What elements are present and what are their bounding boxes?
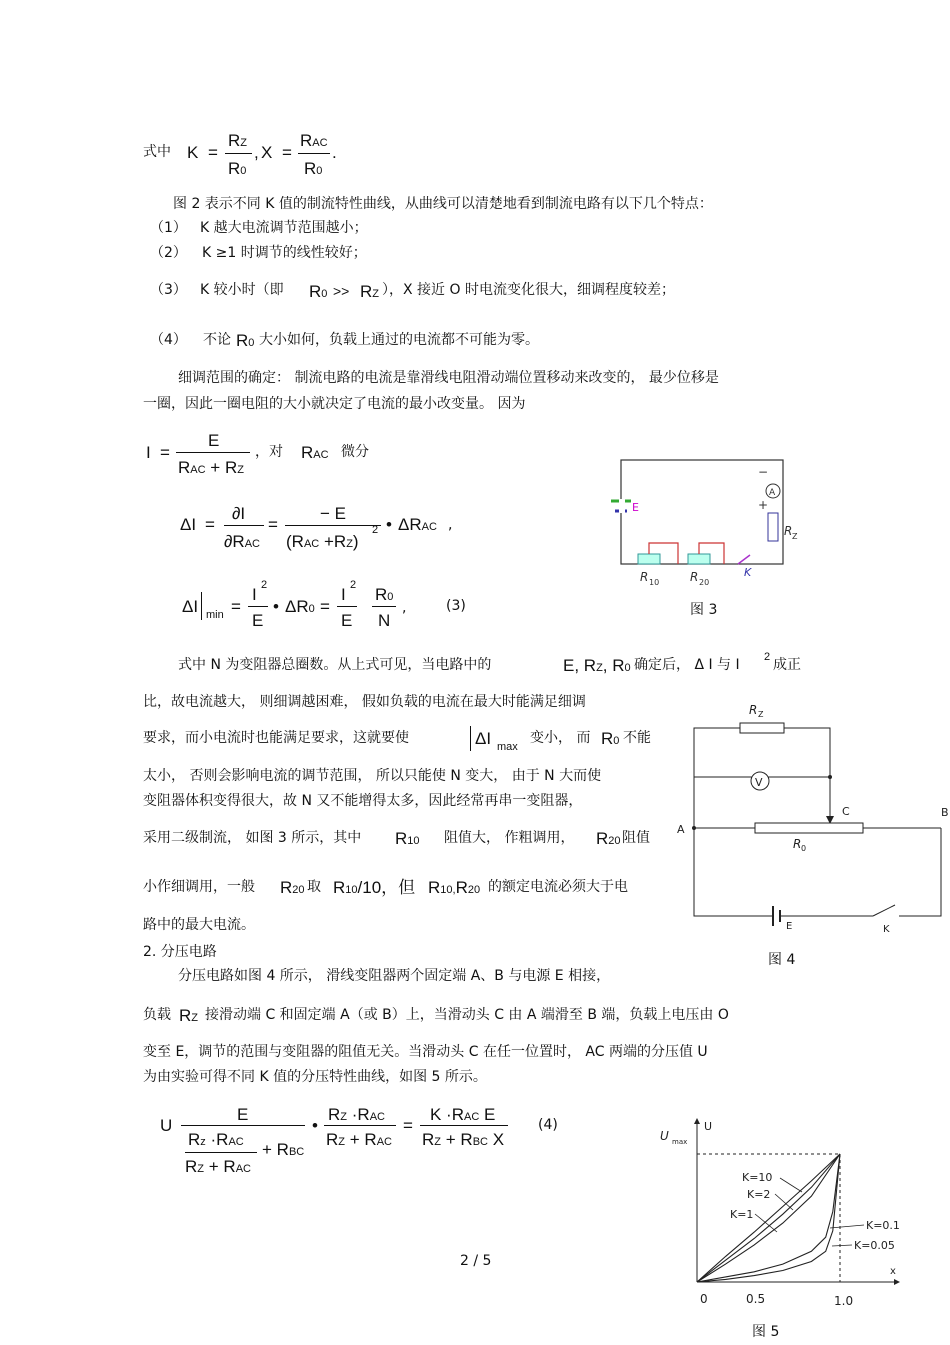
fig5-label-k1: K=1 xyxy=(730,1208,754,1221)
fig5-xlabel: x xyxy=(890,1266,896,1277)
eq-dimin-num2: I xyxy=(341,585,346,604)
eq-3-label: (3) xyxy=(446,598,466,614)
eq-u-den2: RZ + RAC xyxy=(326,1130,392,1149)
fig4-bottom-right xyxy=(899,828,941,916)
eq-dimin-eq2: = xyxy=(320,597,330,616)
para-n-line3-e: 不能 xyxy=(623,730,651,746)
fig4-v-label: V xyxy=(755,776,763,789)
eq-di-eq2: = xyxy=(268,515,278,534)
item-3-rz: RZ xyxy=(360,282,380,301)
para-n-line3-d: R0 xyxy=(601,729,620,748)
para-n-line7-d: R10/10，但 xyxy=(333,878,416,897)
eq-di-bar2 xyxy=(285,525,381,526)
para-d-line2-a: 负载 xyxy=(143,1007,171,1023)
eq-i-num: E xyxy=(208,431,220,450)
fig4-rz-sub: Z xyxy=(758,710,764,719)
fig4-e-label: E xyxy=(786,921,793,932)
fig3-r20-label: R xyxy=(690,570,699,584)
eq-dimin-den2: E xyxy=(341,611,353,630)
fig4-a-label: A xyxy=(677,823,685,836)
item-1-num: （1） xyxy=(150,220,187,236)
eq-dimin-num1: I xyxy=(252,585,257,604)
para-n-line2: 比，故电流越大， 则细调越困难， 假如负载的电流在最大时能满足细调 xyxy=(143,694,586,710)
item-2-text: K ≥1 时调节的线性较好； xyxy=(202,245,367,261)
rz-num: RZ xyxy=(228,131,248,150)
r0-den: R0 xyxy=(228,159,247,178)
page-number: 2 / 5 xyxy=(460,1253,492,1269)
eq-dimin-den3: N xyxy=(378,611,391,630)
para-n-line6-d: R20 xyxy=(596,829,621,848)
eq-i-rac: RAC xyxy=(301,443,329,462)
eq-i-eq: = xyxy=(160,443,170,462)
eq-dimin-bar xyxy=(201,592,202,620)
eq-dimin-bar1 xyxy=(248,606,268,607)
fig5-label-k2: K=2 xyxy=(747,1188,771,1201)
fig3-a-label: A xyxy=(769,488,776,498)
para-d-line4: 为由实验可得不同 K 值的分压特性曲线，如图 5 所示。 xyxy=(143,1069,487,1085)
eq-di-eq: = xyxy=(205,515,215,534)
figure-5-caption: 图 5 xyxy=(752,1324,780,1340)
eq-i-lhs: I xyxy=(146,443,151,462)
para-n-line1-d: 确定后， Δ I 与 I xyxy=(634,657,740,673)
para-n-line1-a: 式中 N 为变阻器总圈数。从上式可见，当电路中的 xyxy=(178,657,492,673)
fig5-ylabel-a: U xyxy=(660,1129,669,1143)
fine-range-line-2: 一圈，因此一圈电阻的大小就决定了电流的最小改变量。 因为 xyxy=(143,396,526,412)
item-1-text: K 越大电流调节范围越小； xyxy=(200,220,368,236)
fig4-r0-box xyxy=(755,823,863,833)
para-n-line7-c: 取 xyxy=(307,879,321,895)
eq-dimin-sup2: 2 xyxy=(350,579,357,591)
fig3-switch xyxy=(738,555,750,564)
fig3-plus: + xyxy=(758,498,769,512)
item-4-text-c: 大小如何，负载上通过的电流都不可能为零。 xyxy=(259,332,539,348)
eq-i-tail: ，对 xyxy=(255,444,283,460)
eq-dimin-eq: = xyxy=(231,597,241,616)
eq-u-den1-bottom: RZ + RAC xyxy=(185,1157,251,1176)
fig5-label-k005: K=0.05 xyxy=(854,1239,895,1252)
para-n-line6-e: 阻值 xyxy=(622,830,650,846)
paragraph-fig2: 图 2 表示不同 K 值的制流特性曲线，从曲线可以清楚地看到制流电路有以下几个特点： xyxy=(173,196,713,212)
para-d-line1: 分压电路如图 4 所示， 滑线变阻器两个固定端 A、B 与电源 E 相接， xyxy=(178,968,611,984)
eq-dimin-sub: min xyxy=(206,609,224,621)
fine-range-line-1: 细调范围的确定： 制流电路的电流是靠滑线电阻滑动端位置移动来改变的， 最少位移是 xyxy=(178,370,719,386)
fig3-r10-sub: 10 xyxy=(649,578,660,587)
fig5-tick-0: 0 xyxy=(700,1292,708,1306)
fig4-switch xyxy=(873,905,895,916)
eq-dimin-dot: • xyxy=(273,597,279,616)
eq-u-den1-plus: + RBC xyxy=(262,1140,305,1159)
figure-4-circuit xyxy=(673,700,947,940)
eq-di-rhs: ΔRAC xyxy=(398,515,437,534)
item-3-gg: >> xyxy=(333,283,350,299)
fig4-rz-box xyxy=(740,723,784,733)
eq-di-den1: ∂RAC xyxy=(224,532,260,551)
eq-dimin-lhs: ΔI xyxy=(182,597,199,616)
k-symbol: K xyxy=(187,143,199,162)
eq-u-bar3 xyxy=(420,1125,508,1126)
fig3-k-label: K xyxy=(744,566,752,579)
eq-dimin-bar2 xyxy=(337,606,357,607)
para-d-line2-c: 接滑动端 C 和固定端 A（或 B）上，当滑动头 C 由 A 端滑至 B 端，负载上电压由 O xyxy=(205,1007,729,1023)
fig5-ylabel-sub: max xyxy=(672,1138,688,1146)
para-n-line7-a: 小作细调用，一般 xyxy=(143,879,255,895)
fig4-r0-label: R xyxy=(793,837,802,851)
eq-u-dot: • xyxy=(312,1116,318,1135)
fig5-label-k01: K=0.1 xyxy=(866,1219,900,1232)
para-n-line7-h: 的额定电流必须大于电 xyxy=(488,879,628,895)
item-3-text-e: ），X 接近 O 时电流变化很大，细调程度较差； xyxy=(382,282,675,298)
eq-i-bar xyxy=(176,452,250,453)
formula-prefix: 式中 xyxy=(143,144,171,160)
fig5-ylabel-b: U xyxy=(704,1120,713,1133)
para-d-line2-b: RZ xyxy=(179,1006,199,1025)
para-n-line7-f: R10,R20 xyxy=(428,878,481,897)
eq-di-den2: (RAC +RZ) xyxy=(286,532,359,551)
fig3-r20-sub: 20 xyxy=(699,578,710,587)
eq-u-lhs: U xyxy=(160,1116,173,1135)
fig3-rz-sub: Z xyxy=(792,532,798,541)
x-symbol: X xyxy=(261,143,273,162)
para-n-line7-b: R20 xyxy=(280,878,305,897)
para-n-line6-c: 阻值大， 作粗调用， xyxy=(444,830,575,846)
fig3-rz-label: R xyxy=(784,524,793,538)
eq-di-comma: , xyxy=(448,517,453,533)
figure-3-caption: 图 3 xyxy=(690,602,718,618)
eq-di-num1: ∂I xyxy=(232,504,246,523)
eq-u-num3: K ·RAC E xyxy=(430,1105,496,1124)
fig4-k-label: K xyxy=(883,924,890,935)
fig4-rz-label: R xyxy=(749,703,758,717)
eq-dimin-sup1: 2 xyxy=(261,579,268,591)
para-n-line6-a: 采用二级制流， 如图 3 所示，其中 xyxy=(143,830,362,846)
section-2-heading: 2. 分压电路 xyxy=(143,944,217,960)
eq-di-num2: − E xyxy=(320,504,346,523)
fig3-rz-box xyxy=(768,513,778,541)
item-4-num: （4） xyxy=(150,332,187,348)
eq-u-num2: RZ ·RAC xyxy=(328,1105,385,1124)
para-n-line3-a: 要求，而小电流时也能满足要求，这就要使 xyxy=(143,730,409,746)
para-n-line1-e: 成正 xyxy=(773,657,801,673)
eq-dimin-num3: R0 xyxy=(375,585,394,604)
eq-di-bar1 xyxy=(224,525,264,526)
fig5-label-k10: K=10 xyxy=(742,1171,773,1184)
eq-u-bar1 xyxy=(181,1125,305,1126)
item-2-num: （2） xyxy=(150,245,187,261)
eq-i-diff: 微分 xyxy=(341,444,369,460)
fig4-bottom-left xyxy=(694,828,773,916)
item-4-text-a: 不论 xyxy=(203,332,231,348)
eq-di-sq: 2 xyxy=(372,524,379,536)
rac-num: RAC xyxy=(300,131,328,150)
eq-4-label: (4) xyxy=(538,1117,558,1133)
comma: , xyxy=(254,143,259,162)
para-n-line6-b: R10 xyxy=(395,829,420,848)
eq-dimin-comma: , xyxy=(402,600,407,616)
para-n-line1-b: E, RZ, R0 xyxy=(563,656,631,675)
figure-3-circuit xyxy=(600,455,800,595)
para-n-line3-c: 变小， 而 xyxy=(530,730,591,746)
r0-den-2: R0 xyxy=(304,159,323,178)
eq-u-bar2 xyxy=(324,1125,396,1126)
eq-u-den1-top: Rz ·RAC xyxy=(188,1130,244,1149)
fig4-r0-sub: 0 xyxy=(801,844,807,853)
eq-i-den: RAC + RZ xyxy=(178,458,244,477)
eq-u-bar1b xyxy=(185,1152,257,1153)
eq-di-lhs: ΔI xyxy=(180,515,197,534)
eq-dimin-mid: ΔR0 xyxy=(285,597,315,616)
para-n-line4: 太小， 否则会影响电流的调节范围， 所以只能使 N 变大， 由于 N 大而使 xyxy=(143,768,602,784)
fig3-r10-box xyxy=(638,554,660,564)
fig3-e-label: E xyxy=(632,501,639,514)
eq-u-num1: E xyxy=(237,1105,249,1124)
fig4-c-label: C xyxy=(842,805,850,818)
figure-5-chart xyxy=(650,1112,910,1312)
figure-4-caption: 图 4 xyxy=(768,952,796,968)
eq-dimin-bar3 xyxy=(372,606,396,607)
eq-sign: = xyxy=(208,143,218,162)
item-3-r0: R0 xyxy=(309,282,328,301)
para-n-line5: 变阻器体积变得很大，故 N 又不能增得太多，因此经常再串一变阻器， xyxy=(143,793,583,809)
eq-sign-2: = xyxy=(282,143,292,162)
fig3-minus: − xyxy=(758,465,769,479)
para-d-line3: 变至 E，调节的范围与变阻器的阻值无关。当滑动头 C 在任一位置时， AC 两端的分压值 U xyxy=(143,1044,708,1060)
item-4-r0: R0 xyxy=(236,331,255,350)
fig5-tick-05: 0.5 xyxy=(746,1292,766,1306)
para-n-line8: 路中的最大电流。 xyxy=(143,917,255,933)
fraction-bar-2 xyxy=(298,153,330,154)
eq-di-dot: • xyxy=(386,515,392,534)
period: . xyxy=(332,143,337,162)
fig5-tick-1: 1.0 xyxy=(834,1294,854,1308)
eq-dimin-den1: E xyxy=(252,611,264,630)
fig3-r10-label: R xyxy=(640,570,649,584)
fraction-bar xyxy=(225,153,252,154)
fig4-b-label: B xyxy=(941,806,949,819)
item-3-text-a: K 较小时（即 xyxy=(200,282,284,298)
fig3-r20-box xyxy=(688,554,710,564)
para-n-line3-b: ΔI xyxy=(475,729,492,748)
eq-u-eq: = xyxy=(403,1116,413,1135)
para-n-line3-bar xyxy=(470,726,471,751)
eq-u-den3: RZ + RBC X xyxy=(422,1130,505,1149)
para-n-line3-sub: max xyxy=(497,741,518,753)
para-n-line1-sup: 2 xyxy=(764,651,771,663)
item-3-num: （3） xyxy=(150,282,187,298)
